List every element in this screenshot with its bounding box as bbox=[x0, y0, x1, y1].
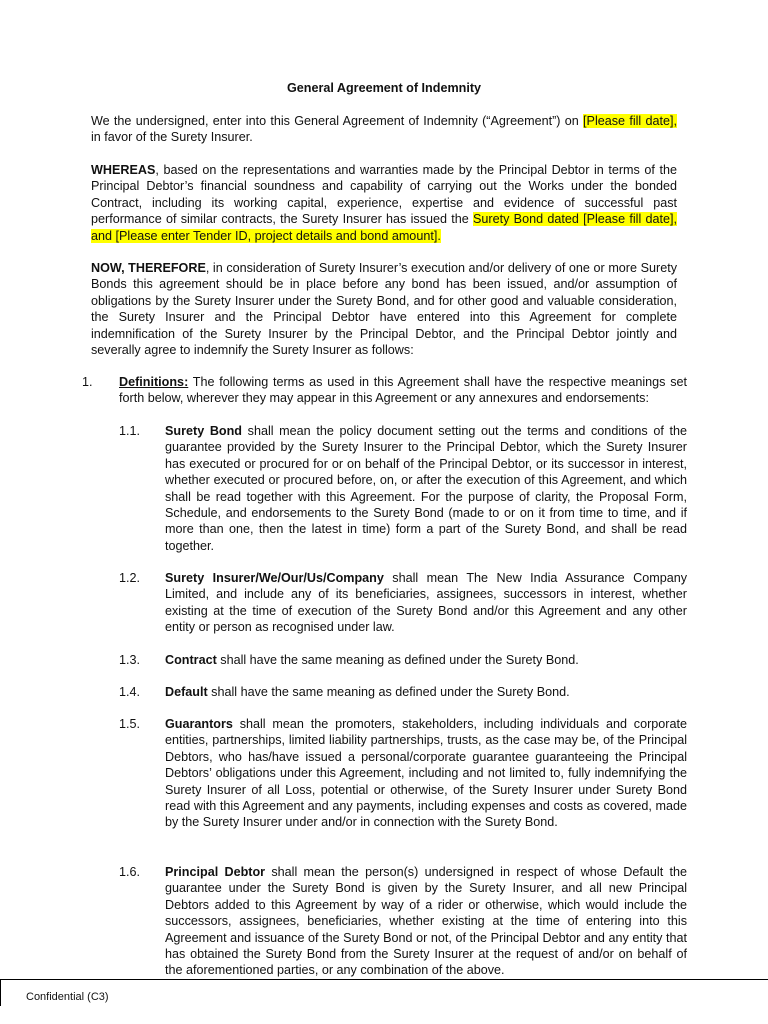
definition-text: shall mean the policy document setting out the terms and conditions of the guarantee provided by the Surety Insurer to the Principal Debtor, which the Surety Insurer has executed or procured for or on behalf of the Principal Debtor, or its successor in interest, whether executed or procured before, on, or after the execution of this Agreement, and which shall be read together with this Agreement. For the purpose of clarity, the Proposal Form, Schedule, and endorsements to the Surety Bond (made to or on it from time to time, and if more than one, then the latest in time) form a part of the Surety Bond, and shall be read together. bbox=[165, 424, 687, 553]
definition-text: shall mean The New India Assurance Company Limited, and include any of its beneficiaries, assignees, successors in interest, whether existing at the time of execution of the Surety Bond and/or this Agreement and any other entity or person as recognised under law. bbox=[165, 571, 687, 635]
whereas-text: , based on the representations and warranties made by the Principal Debtor in terms of the Principal Debtor’s financial soundness and capability of carrying out the Works under the bonded Contract, including its working capital, experience, expertise and evidence of successful past performance of similar contracts, the Surety Insurer has issued the bbox=[91, 163, 677, 227]
definition-number: 1.5. bbox=[119, 717, 141, 731]
now-therefore-text: , in consideration of Surety Insurer’s execution and/or delivery of one or more Surety Bonds this agreement should be in place before any bond has been issued, and/or assumption of obligations by the Surety Insurer under the Surety Bond, and for other good and valuable consideration, the Surety Insurer and the Principal Debtor have entered into this Agreement for complete indemnification of the Surety Insurer by the Principal Debtor, and the Principal Debtor jointly and severally agree to indemnify the Surety Insurer as follows: bbox=[91, 261, 677, 358]
definition-term: Surety Insurer/We/Our/Us/Company bbox=[165, 571, 384, 585]
clause-number: 1. bbox=[82, 375, 93, 389]
definition-number: 1.3. bbox=[119, 653, 141, 667]
whereas-label: WHEREAS bbox=[91, 163, 156, 177]
definition-number: 1.4. bbox=[119, 685, 141, 699]
definitions-heading: Definitions: bbox=[119, 375, 189, 389]
definition-text: shall mean the person(s) undersigned in respect of whose Default the guarantee under the Surety Bond is given by the Surety Insurer, and all new Principal Debtors added to this Agreement by way of a rider or otherwise, which would include the successors, assignees, beneficiaries, whether existing at the time of entering into this Agreement and issuance of the Surety Bond or not, of the Principal Debtor and any entity that has obtained the Surety Bond from the Surety Insurer at the request of and/or on behalf of the aforementioned parties, or any combination of the above. bbox=[165, 865, 687, 978]
footer-border bbox=[0, 979, 1, 1006]
now-therefore-paragraph bbox=[91, 260, 677, 358]
definition-number: 1.1. bbox=[119, 424, 141, 438]
intro-paragraph bbox=[91, 113, 677, 146]
definition-term: Surety Bond bbox=[165, 424, 243, 438]
whereas-paragraph bbox=[91, 162, 677, 244]
date-placeholder-highlight: [Please fill date], bbox=[583, 114, 677, 128]
definition-term: Guarantors bbox=[165, 717, 233, 731]
document-title: General Agreement of Indemnity bbox=[286, 81, 482, 95]
footer-divider bbox=[0, 979, 768, 980]
definition-default bbox=[165, 684, 687, 700]
definitions-clause bbox=[119, 374, 687, 407]
now-therefore-label: NOW, THEREFORE bbox=[91, 261, 206, 275]
definition-text: shall have the same meaning as defined under the Surety Bond. bbox=[216, 653, 579, 667]
bond-details-highlight: Surety Bond dated [Please fill date], and [Please enter Tender ID, project details and bond amount]. bbox=[91, 212, 678, 243]
definition-surety-bond bbox=[165, 423, 687, 554]
definition-number: 1.2. bbox=[119, 571, 141, 585]
definition-contract bbox=[165, 652, 687, 668]
definition-principal-debtor bbox=[165, 864, 687, 979]
definition-text: shall have the same meaning as defined under the Surety Bond. bbox=[207, 685, 570, 699]
confidentiality-label: Confidential (C3) bbox=[26, 991, 109, 1003]
definition-term: Principal Debtor bbox=[165, 865, 266, 879]
intro-text-end: in favor of the Surety Insurer. bbox=[91, 130, 253, 145]
definition-term: Contract bbox=[165, 653, 217, 667]
definitions-intro-text: The following terms as used in this Agreement shall have the respective meanings set forth below, wherever they may appear in this Agreement or any annexures and endorsements: bbox=[119, 375, 687, 406]
definition-number: 1.6. bbox=[119, 865, 141, 879]
definition-text: shall mean the promoters, stakeholders, including individuals and corporate entities, partnerships, limited liability partnerships, trusts, as the case may be, of the Principal Debtors, who has/have issued a personal/corporate guarantee guaranteeing the Principal Debtors’ obligations under this Agreement, including and not limited to, fully indemnifying the Surety Insurer of all Loss, potential or otherwise, of the Surety Insurer under Surety Bond read with this Agreement and any payments, including expenses and costs as covered, made by the Surety Insurer under and/or in connection with the Surety Bond. bbox=[165, 717, 687, 830]
definition-guarantors bbox=[165, 716, 687, 831]
definition-term: Default bbox=[165, 685, 208, 699]
intro-text: We the undersigned, enter into this General Agreement of Indemnity (“Agreement”) on bbox=[91, 114, 584, 128]
definition-surety-insurer bbox=[165, 570, 687, 636]
